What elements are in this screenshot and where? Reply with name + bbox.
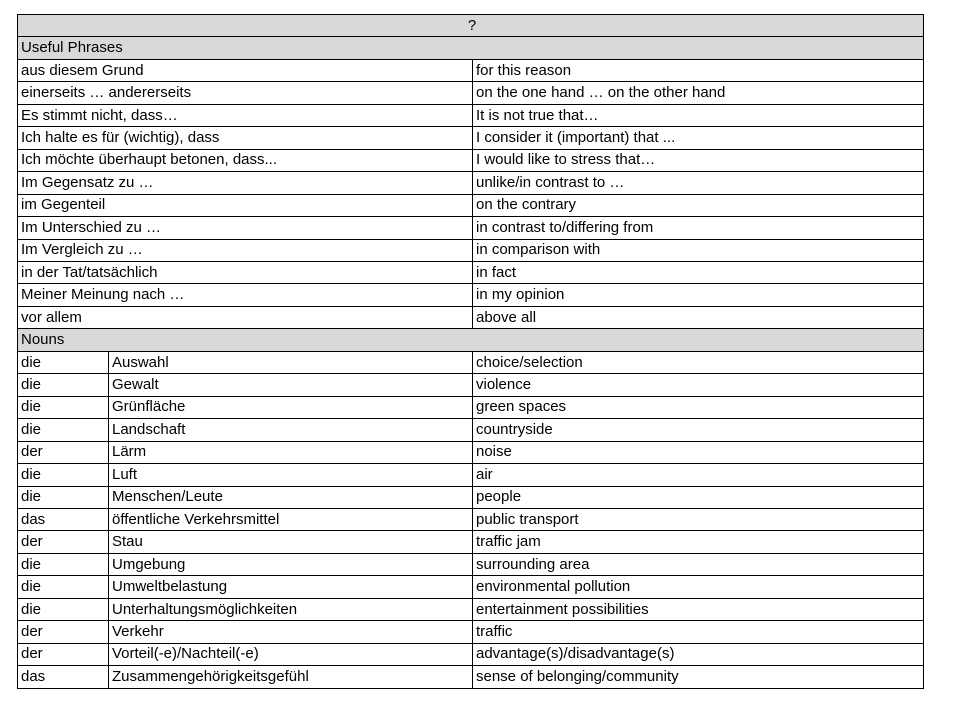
german-phrase: im Gegenteil (18, 194, 473, 216)
german-noun: Lärm (109, 441, 473, 463)
noun-row (18, 441, 924, 463)
noun-row (18, 621, 924, 643)
section-header-phrases (18, 37, 924, 59)
noun-row (18, 666, 924, 688)
noun-article: der (18, 441, 109, 463)
noun-row (18, 419, 924, 441)
phrase-row (18, 149, 924, 171)
phrase-row (18, 239, 924, 261)
german-noun: Landschaft (109, 419, 473, 441)
noun-row (18, 576, 924, 598)
noun-article: die (18, 351, 109, 373)
section-heading-phrases: Useful Phrases (18, 37, 924, 59)
german-phrase: Meiner Meinung nach … (18, 284, 473, 306)
german-noun: Menschen/Leute (109, 486, 473, 508)
noun-row (18, 351, 924, 373)
english-translation: unlike/in contrast to … (473, 172, 924, 194)
english-translation: I consider it (important) that ... (473, 127, 924, 149)
phrase-row (18, 284, 924, 306)
german-phrase: Ich möchte überhaupt betonen, dass... (18, 149, 473, 171)
vocabulary-table (17, 14, 924, 689)
english-translation: in comparison with (473, 239, 924, 261)
german-noun: Luft (109, 464, 473, 486)
english-translation: environmental pollution (473, 576, 924, 598)
table-title-row (18, 15, 924, 37)
english-translation: I would like to stress that… (473, 149, 924, 171)
english-translation: public transport (473, 508, 924, 530)
english-translation: for this reason (473, 59, 924, 81)
noun-row (18, 396, 924, 418)
phrase-row (18, 82, 924, 104)
noun-row (18, 643, 924, 665)
german-noun: Umweltbelastung (109, 576, 473, 598)
german-noun: Stau (109, 531, 473, 553)
english-translation: traffic jam (473, 531, 924, 553)
english-translation: green spaces (473, 396, 924, 418)
german-noun: Verkehr (109, 621, 473, 643)
english-translation: entertainment possibilities (473, 598, 924, 620)
german-noun: öffentliche Verkehrsmittel (109, 508, 473, 530)
german-noun: Grünfläche (109, 396, 473, 418)
noun-article: der (18, 621, 109, 643)
german-noun: Vorteil(-e)/Nachteil(-e) (109, 643, 473, 665)
german-noun: Auswahl (109, 351, 473, 373)
noun-article: der (18, 643, 109, 665)
english-translation: choice/selection (473, 351, 924, 373)
german-noun: Gewalt (109, 374, 473, 396)
noun-article: die (18, 598, 109, 620)
noun-article: das (18, 666, 109, 688)
english-translation: in contrast to/differing from (473, 217, 924, 239)
english-translation: on the one hand … on the other hand (473, 82, 924, 104)
noun-article: das (18, 508, 109, 530)
german-phrase: aus diesem Grund (18, 59, 473, 81)
english-translation: people (473, 486, 924, 508)
phrase-row (18, 59, 924, 81)
english-translation: surrounding area (473, 553, 924, 575)
noun-article: die (18, 486, 109, 508)
phrase-row (18, 217, 924, 239)
german-phrase: Im Gegensatz zu … (18, 172, 473, 194)
german-noun: Umgebung (109, 553, 473, 575)
phrase-row (18, 104, 924, 126)
english-translation: countryside (473, 419, 924, 441)
phrase-row (18, 127, 924, 149)
german-noun: Unterhaltungsmöglichkeiten (109, 598, 473, 620)
noun-article: die (18, 396, 109, 418)
noun-row (18, 508, 924, 530)
noun-article: die (18, 419, 109, 441)
german-phrase: Im Unterschied zu … (18, 217, 473, 239)
english-translation: in fact (473, 261, 924, 283)
english-translation: It is not true that… (473, 104, 924, 126)
phrase-row (18, 172, 924, 194)
noun-row (18, 553, 924, 575)
noun-article: die (18, 576, 109, 598)
english-translation: in my opinion (473, 284, 924, 306)
german-phrase: einerseits … andererseits (18, 82, 473, 104)
german-phrase: Ich halte es für (wichtig), dass (18, 127, 473, 149)
noun-article: der (18, 531, 109, 553)
noun-row (18, 531, 924, 553)
noun-row (18, 486, 924, 508)
phrase-row (18, 261, 924, 283)
english-translation: above all (473, 306, 924, 328)
noun-article: die (18, 553, 109, 575)
section-header-nouns (18, 329, 924, 351)
noun-row (18, 598, 924, 620)
noun-article: die (18, 374, 109, 396)
english-translation: violence (473, 374, 924, 396)
english-translation: air (473, 464, 924, 486)
german-phrase: in der Tat/tatsächlich (18, 261, 473, 283)
noun-row (18, 374, 924, 396)
german-phrase: Es stimmt nicht, dass… (18, 104, 473, 126)
phrase-row (18, 194, 924, 216)
german-noun: Zusammengehörigkeitsgefühl (109, 666, 473, 688)
noun-article: die (18, 464, 109, 486)
phrase-row (18, 306, 924, 328)
german-phrase: Im Vergleich zu … (18, 239, 473, 261)
table-title: ? (18, 15, 924, 37)
noun-row (18, 464, 924, 486)
section-heading-nouns: Nouns (18, 329, 924, 351)
english-translation: noise (473, 441, 924, 463)
english-translation: on the contrary (473, 194, 924, 216)
german-phrase: vor allem (18, 306, 473, 328)
english-translation: sense of belonging/community (473, 666, 924, 688)
english-translation: advantage(s)/disadvantage(s) (473, 643, 924, 665)
english-translation: traffic (473, 621, 924, 643)
